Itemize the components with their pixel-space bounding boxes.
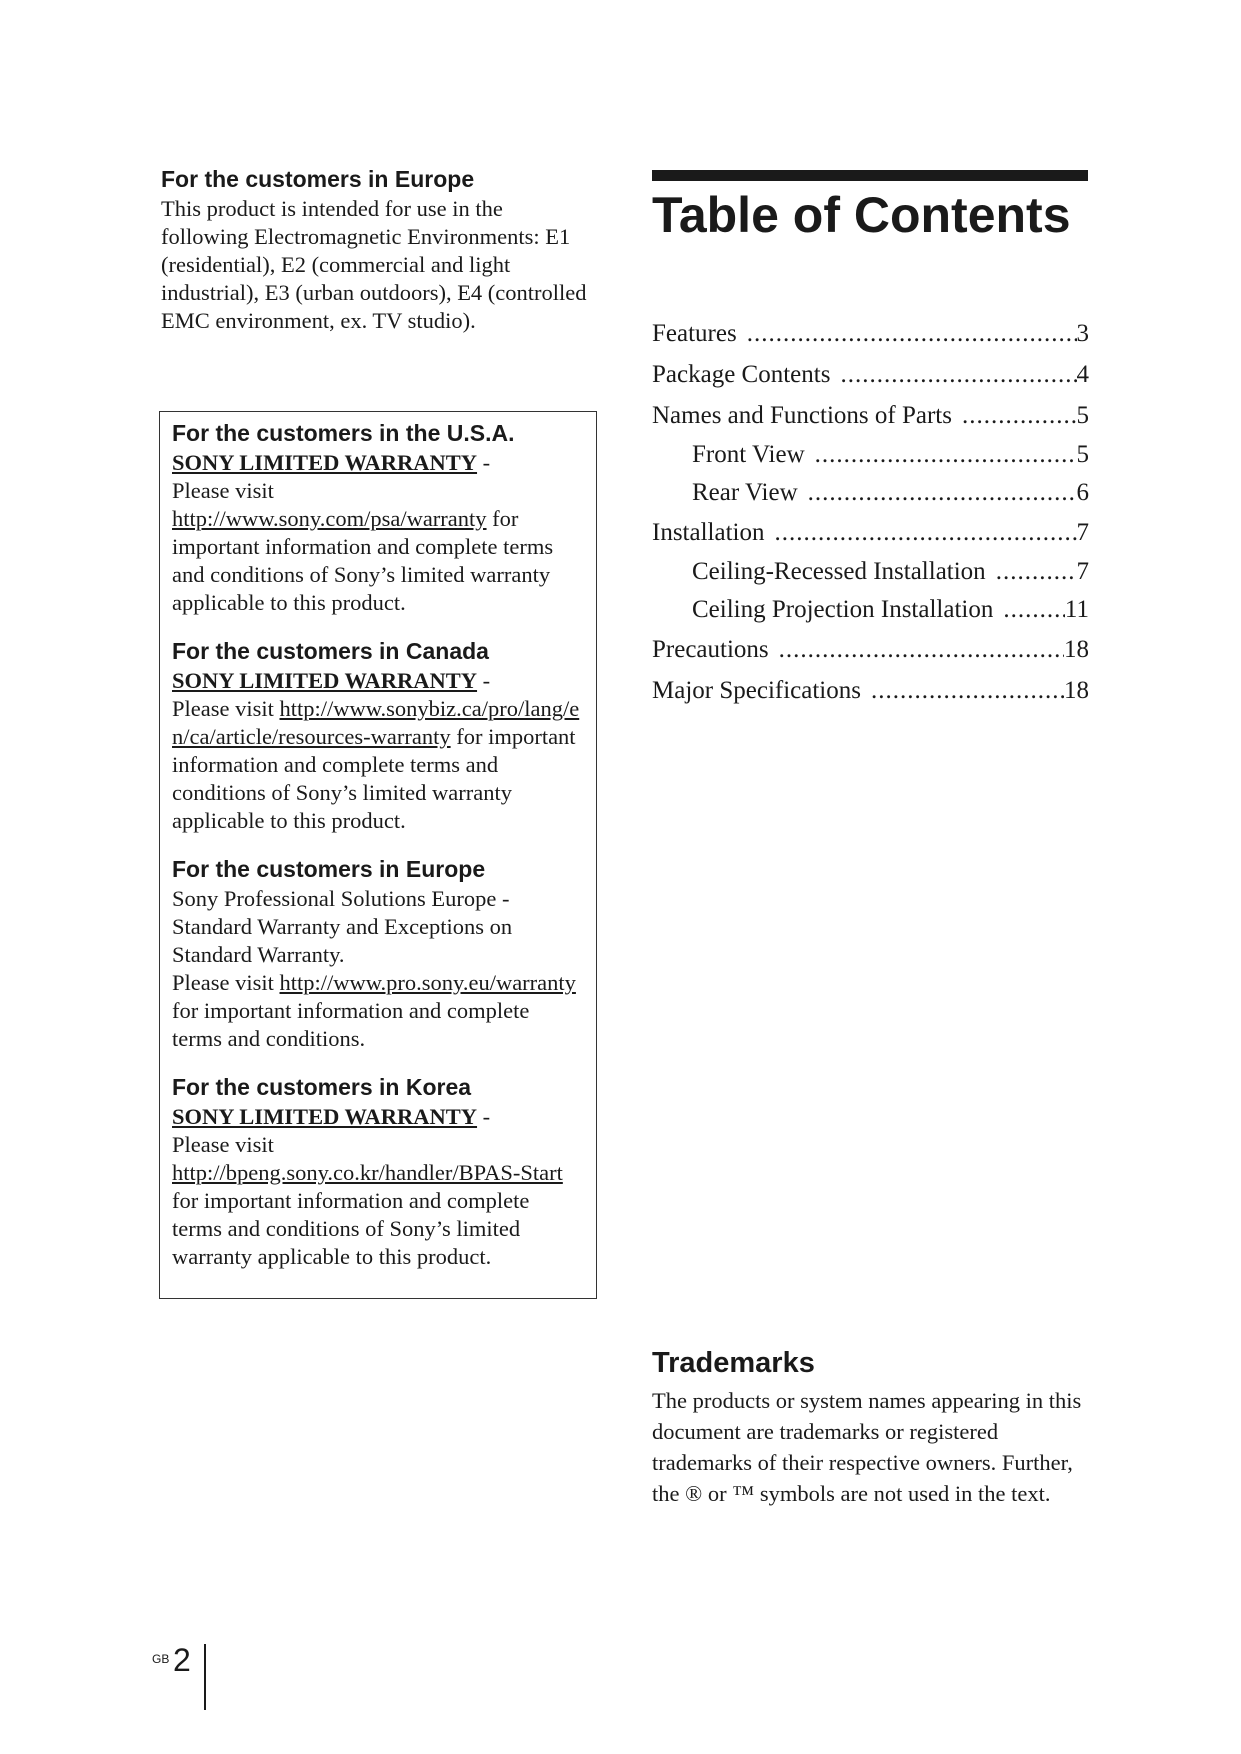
warranty-usa-heading: For the customers in the U.S.A. xyxy=(172,420,515,446)
usa-warranty-link[interactable]: http://www.sony.com/psa/warranty xyxy=(172,506,487,531)
toc-leader-dots xyxy=(840,354,1076,395)
toc-entry-page: 11 xyxy=(1064,596,1089,623)
warranty-europe-body: for important information and complete terms and conditions. xyxy=(172,998,530,1051)
visit-text: Please visit xyxy=(172,1132,274,1157)
warranty-canada xyxy=(172,635,584,835)
toc-entry-label: Major Specifications xyxy=(652,677,861,704)
toc-entry-rear-view[interactable] xyxy=(652,474,1089,512)
korea-warranty-link[interactable]: http://bpeng.sony.co.kr/handler/BPAS-Start xyxy=(172,1160,563,1185)
toc-entry-names-functions[interactable] xyxy=(652,395,1089,436)
warranty-korea-body: for important information and complete terms and conditions of Sony’s limited warranty applicable to this product. xyxy=(172,1188,530,1269)
toc-entry-page: 5 xyxy=(1076,441,1089,468)
warranty-europe-text xyxy=(172,885,584,1053)
toc-entry-page: 3 xyxy=(1076,320,1089,347)
toc-entry-installation[interactable] xyxy=(652,512,1089,553)
toc-leader-dots xyxy=(774,512,1076,553)
toc-leader-dots xyxy=(808,474,1077,512)
toc-leader-dots xyxy=(871,670,1064,711)
toc-entry-label: Features xyxy=(652,320,737,347)
limited-warranty-label: SONY LIMITED WARRANTY xyxy=(172,1104,478,1129)
toc-entry-precautions[interactable] xyxy=(652,629,1089,670)
limited-warranty-label: SONY LIMITED WARRANTY xyxy=(172,450,478,475)
region-code: GB xyxy=(152,1652,170,1666)
toc-leader-dots xyxy=(1003,591,1065,629)
toc-entry-package-contents[interactable] xyxy=(652,354,1089,395)
toc-entry-label: Front View xyxy=(692,441,805,468)
toc-entry-page: 7 xyxy=(1076,519,1089,546)
warranty-europe-intro: Sony Professional Solutions Europe - Standard Warranty and Exceptions on Standard Warranty. xyxy=(172,886,513,967)
warranty-canada-text xyxy=(172,667,584,835)
trademarks-section xyxy=(652,1343,1088,1509)
visit-text: Please visit xyxy=(172,970,280,995)
toc-entry-page: 6 xyxy=(1076,479,1089,506)
europe-emc-text: This product is intended for use in the following Electromagnetic Environments: E1 (residential), E2 (commercial and light industrial), E3 (urban outdoors), E4 (controlled EMC environment, ex. TV studio). xyxy=(161,196,587,333)
toc-leader-dots xyxy=(747,313,1077,354)
trademarks-heading: Trademarks xyxy=(652,1347,815,1379)
warranty-usa-text xyxy=(172,449,584,617)
toc-entry-ceiling-projection[interactable] xyxy=(652,591,1089,629)
dash: - xyxy=(477,1104,491,1129)
visit-text: Please visit xyxy=(172,478,274,503)
page-number: 2 xyxy=(173,1642,191,1678)
dash: - xyxy=(477,450,491,475)
europe-emc-notice xyxy=(161,163,601,335)
limited-warranty-label: SONY LIMITED WARRANTY xyxy=(172,668,478,693)
toc-list xyxy=(652,313,1089,711)
toc-entry-label: Package Contents xyxy=(652,361,831,388)
visit-text: Please visit xyxy=(172,696,280,721)
toc-entry-label: Ceiling Projection Installation xyxy=(692,596,994,623)
toc-entry-page: 18 xyxy=(1064,636,1089,663)
toc-entry-page: 7 xyxy=(1076,558,1089,585)
warranty-canada-body: for important information and complete terms and conditions of Sony’s limited warranty applicable to this product. xyxy=(172,724,576,833)
footer-divider xyxy=(204,1644,206,1710)
toc-leader-dots xyxy=(996,553,1077,591)
toc-title: Table of Contents xyxy=(652,187,1071,243)
toc-entry-label: Ceiling-Recessed Installation xyxy=(692,558,986,585)
toc-entry-label: Rear View xyxy=(692,479,798,506)
toc-entry-features[interactable] xyxy=(652,313,1089,354)
warranty-usa-body: for important information and complete terms and conditions of Sony’s limited warranty applicable to this product. xyxy=(172,506,554,615)
toc-leader-dots xyxy=(962,395,1077,436)
warranty-europe xyxy=(172,853,584,1053)
toc-entry-page: 18 xyxy=(1064,677,1089,704)
toc-entry-label: Installation xyxy=(652,519,765,546)
warranty-europe-heading: For the customers in Europe xyxy=(172,856,486,882)
trademarks-text: The products or system names appearing in this document are trademarks or registered trademarks of their respective owners. Further, the ® or ™ symbols are not used in the text. xyxy=(652,1388,1082,1506)
warranty-box xyxy=(159,411,597,1299)
europe-emc-heading: For the customers in Europe xyxy=(161,166,475,192)
warranty-korea xyxy=(172,1071,584,1271)
warranty-korea-text xyxy=(172,1103,584,1271)
toc-entry-page: 4 xyxy=(1076,361,1089,388)
toc-leader-dots xyxy=(779,629,1064,670)
canada-warranty-link[interactable]: http://www.sonybiz.ca/pro/lang/en/ca/article/resources-warranty xyxy=(172,696,580,749)
toc-entry-front-view[interactable] xyxy=(652,436,1089,474)
toc-leader-dots xyxy=(815,436,1077,474)
toc-entry-page: 5 xyxy=(1076,402,1089,429)
warranty-canada-heading: For the customers in Canada xyxy=(172,638,489,664)
warranty-korea-heading: For the customers in Korea xyxy=(172,1074,472,1100)
toc-entry-label: Precautions xyxy=(652,636,769,663)
europe-warranty-link[interactable]: http://www.pro.sony.eu/warranty xyxy=(279,970,576,995)
toc-entry-label: Names and Functions of Parts xyxy=(652,402,952,429)
toc-entry-ceiling-recessed[interactable] xyxy=(652,553,1089,591)
dash: - xyxy=(477,668,491,693)
warranty-usa xyxy=(172,417,584,617)
toc-entry-major-specifications[interactable] xyxy=(652,670,1089,711)
